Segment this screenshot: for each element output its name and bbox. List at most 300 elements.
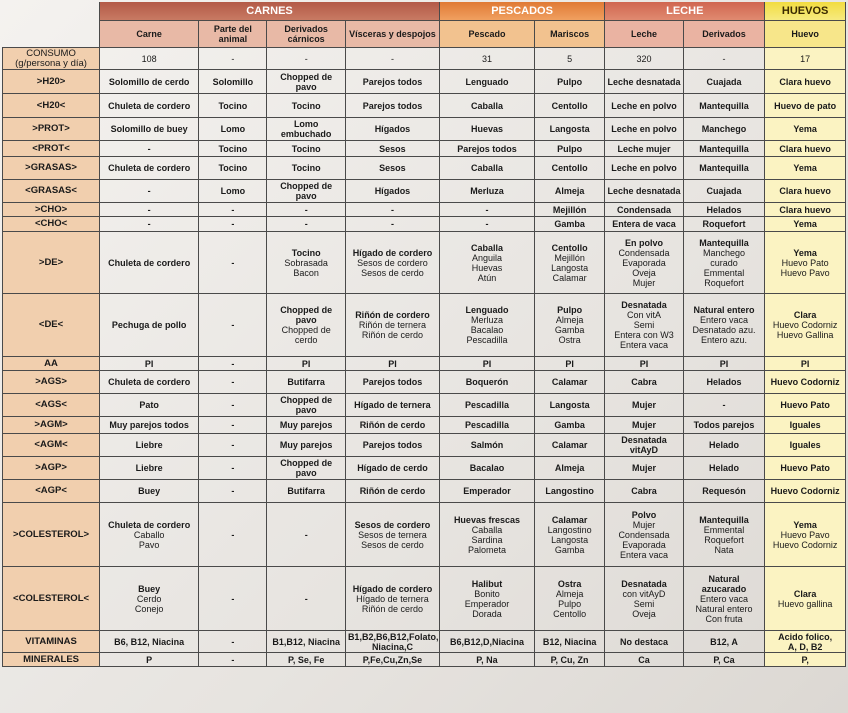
table-cell (683, 394, 765, 417)
table-row (3, 457, 846, 480)
table-cell (683, 480, 765, 503)
cell-line: Yema (793, 247, 817, 258)
cell-line: Muy parejos todos (109, 420, 189, 430)
table-cell (100, 94, 199, 118)
table-cell (199, 357, 267, 371)
cell-line: Oveja (632, 267, 656, 278)
cell-line: Acido folico, (778, 631, 833, 642)
cell-line: Entero vaca (700, 315, 749, 325)
cell-line: Sesos de cordero (354, 519, 431, 530)
cell-line: PI (800, 358, 810, 369)
table-cell (683, 457, 765, 480)
table-cell (683, 434, 765, 457)
cell-line: Mantequilla (699, 163, 749, 173)
cell-line: B12, A (710, 636, 738, 647)
table-cell (100, 434, 199, 457)
table-row (3, 118, 846, 141)
cell-line: Tocino (218, 100, 248, 111)
table-cell (345, 480, 439, 503)
cell-line: Anguila (471, 252, 502, 263)
cell-line: No destaca (619, 636, 668, 647)
table-cell (765, 217, 846, 232)
cell-line: Emmental (703, 267, 745, 278)
cell-line: Semi (633, 598, 655, 609)
cell-line: Langosta (549, 124, 590, 134)
cell-line: Natural entero (695, 603, 753, 614)
table-row (3, 70, 846, 94)
cell-line: Lomo embuchado (280, 119, 332, 139)
table-cell (267, 141, 346, 157)
cell-line: Lenguado (465, 76, 509, 87)
table-cell (683, 631, 765, 653)
cell-line: - (304, 529, 308, 540)
cell-line: - (231, 529, 235, 540)
cell-line: Mujer (631, 420, 656, 430)
row-header: >DE> (3, 232, 100, 294)
table-cell (199, 203, 267, 217)
cell-line: Chuleta de cordero (108, 377, 191, 387)
cell-line: Huevo Codorniz (772, 320, 838, 330)
cell-line: Conejo (134, 603, 164, 614)
cell-line: Almeja (554, 186, 585, 196)
table-cell (534, 141, 604, 157)
table-cell (534, 567, 604, 631)
table-cell (683, 180, 765, 203)
cell-line: 17 (800, 53, 811, 64)
cell-line: Parejos todos (362, 377, 423, 387)
table-cell (605, 94, 684, 118)
cell-line: Mejillón (552, 204, 587, 215)
table-cell (765, 357, 846, 371)
row-header: >AGM> (3, 417, 100, 434)
cell-line: Yema (793, 163, 817, 173)
table-cell (267, 48, 346, 70)
cell-line: Huevas (471, 262, 503, 273)
table-cell (100, 232, 199, 294)
cell-line: Chopped de cerdo (281, 325, 331, 345)
row-header: AA (3, 357, 100, 371)
table-cell (345, 203, 439, 217)
cell-line: - (231, 486, 235, 496)
table-cell (765, 48, 846, 70)
cell-line: Leche desnatada (607, 186, 681, 196)
table-cell (605, 417, 684, 434)
table-cell (199, 371, 267, 394)
cell-line: Palometa (467, 544, 506, 555)
table-cell (683, 157, 765, 180)
table-cell (100, 157, 199, 180)
group-header-row (3, 2, 846, 21)
table-cell (267, 480, 346, 503)
cell-line: Yema (793, 219, 817, 229)
cell-line: - (231, 636, 235, 647)
table-cell (765, 653, 846, 667)
cell-line: Halibut (471, 578, 503, 589)
cell-line: - (231, 257, 235, 268)
cell-line: Mantequilla (699, 237, 749, 248)
table-cell (605, 357, 684, 371)
cell-line: B1,B2,B6,B12,Folato, (347, 631, 439, 642)
table-cell (683, 371, 765, 394)
cell-line: Entero azu. (701, 335, 748, 345)
cell-line: Roquefort (704, 534, 744, 545)
table-cell (199, 118, 267, 141)
table-cell (534, 180, 604, 203)
cell-line: Riñón de cerdo (361, 603, 423, 614)
table-cell (100, 48, 199, 70)
cell-line: Dorada (472, 608, 502, 619)
cell-line: Chopped de pavo (280, 395, 333, 415)
cell-line: Almeja (555, 588, 584, 599)
table-cell (605, 653, 684, 667)
cell-line: Huevo Codorniz (770, 377, 840, 387)
table-cell (199, 417, 267, 434)
table-cell (199, 232, 267, 294)
cell-line: - (485, 204, 489, 215)
cell-line: Chuleta de cordero (108, 519, 191, 530)
table-cell (534, 157, 604, 180)
cell-line: Langosta (551, 534, 589, 545)
cell-line: Huevo Pato (781, 257, 829, 268)
cell-line: Riñón de ternera (358, 320, 426, 330)
cell-line: Parejos todos (457, 143, 517, 154)
cell-line: Huevo Codorniz (770, 486, 840, 496)
row-header: >AGP> (3, 457, 100, 480)
table-cell (267, 94, 346, 118)
table-cell (534, 503, 604, 567)
table-cell (534, 70, 604, 94)
cell-line: Chopped de pavo (280, 181, 333, 201)
table-cell (439, 357, 534, 371)
cell-line: - (231, 420, 235, 430)
cell-line: Chopped de pavo (280, 458, 333, 478)
table-cell (534, 118, 604, 141)
cell-line: PI (388, 358, 397, 369)
table-cell (439, 480, 534, 503)
cell-line: Solomillo de cerdo (108, 76, 190, 87)
table-cell (605, 232, 684, 294)
table-cell (345, 567, 439, 631)
cell-line: P, Na (476, 654, 498, 665)
cell-line: - (231, 377, 235, 387)
table-cell (534, 232, 604, 294)
table-cell (765, 157, 846, 180)
table-row (3, 357, 846, 371)
table-cell (267, 394, 346, 417)
cell-line: - (390, 53, 394, 64)
cell-line: Parejos todos (362, 440, 423, 450)
table-cell (199, 394, 267, 417)
cell-line: Centollo (553, 608, 587, 619)
cell-line: - (485, 219, 489, 229)
cell-line: B6,B12,D,Niacina (449, 636, 524, 647)
cell-line: Tocino (291, 163, 321, 173)
cell-line: Muy parejos (279, 420, 333, 430)
cell-line: Huevo Pato (780, 463, 830, 473)
cell-line: Cabra (631, 486, 657, 496)
table-cell (345, 180, 439, 203)
cell-line: Clara huevo (779, 76, 831, 87)
cell-line: Sesos de ternera (358, 529, 427, 540)
table-cell (605, 70, 684, 94)
cell-line: Clara huevo (779, 143, 831, 154)
subheader-leche: Leche (605, 21, 684, 48)
row-header: >GRASAS> (3, 157, 100, 180)
table-cell (100, 118, 199, 141)
cell-line: Huevo Gallina (776, 330, 834, 340)
table-cell (534, 434, 604, 457)
table-cell (199, 457, 267, 480)
cell-line: Chuleta de cordero (108, 163, 191, 173)
table-cell (100, 417, 199, 434)
cell-line: PI (639, 358, 649, 369)
table-row (3, 434, 846, 457)
table-cell (605, 480, 684, 503)
table-cell (605, 118, 684, 141)
cell-line: Sesos de cerdo (361, 267, 424, 278)
cell-line: Bacalao (469, 463, 505, 473)
cell-line: Natural azucarado (701, 573, 747, 594)
table-cell (534, 371, 604, 394)
row-header: <DE< (3, 294, 100, 357)
table-cell (605, 141, 684, 157)
table-cell (534, 357, 604, 371)
cell-line: Sesos (379, 143, 406, 154)
table-cell (605, 48, 684, 70)
table-cell (534, 417, 604, 434)
table-cell (345, 371, 439, 394)
cell-line: Roquefort (702, 219, 746, 229)
cell-line: Pulpo (557, 305, 583, 315)
table-corner (3, 2, 100, 21)
table-cell (345, 217, 439, 232)
cell-line: Gamba (554, 420, 585, 430)
cell-line: Entera de vaca (612, 219, 676, 229)
cell-line: Centollo (551, 100, 588, 111)
row-header: <AGP< (3, 480, 100, 503)
cell-line: Langosta (549, 400, 590, 410)
cell-line: - (304, 593, 308, 604)
cell-line: - (147, 204, 151, 215)
table-cell (199, 434, 267, 457)
table-cell (267, 157, 346, 180)
cell-line: Caballa (470, 163, 503, 173)
table-cell (267, 203, 346, 217)
cell-line: Desnatado azu. (692, 325, 756, 335)
table-cell (345, 357, 439, 371)
table-row (3, 141, 846, 157)
cell-line: Leche en polvo (611, 100, 677, 111)
cell-line: Hígado de cordero (352, 583, 433, 594)
table-row (3, 394, 846, 417)
table-row (3, 48, 846, 70)
table-cell (199, 567, 267, 631)
cell-line: - (147, 219, 151, 229)
subheader-derivados-lacteos: Derivados (683, 21, 765, 48)
cell-line: P,Fe,Cu,Zn,Se (362, 654, 423, 665)
cell-line: Huevas (470, 124, 503, 134)
cell-line: P, Ca (713, 654, 735, 665)
table-cell (439, 631, 534, 653)
cell-line: Ostra (558, 335, 581, 345)
cell-line: Huevo gallina (777, 598, 833, 609)
table-cell (439, 434, 534, 457)
cell-line: Clara huevo (779, 204, 831, 215)
cell-line: Con vitA (626, 310, 661, 320)
cell-line: Cerdo (136, 593, 162, 604)
table-row (3, 94, 846, 118)
table-cell (683, 141, 765, 157)
cell-line: P, Cu, Zn (550, 654, 589, 665)
table-cell (345, 141, 439, 157)
table-cell (534, 217, 604, 232)
cell-line: - (722, 400, 726, 410)
cell-line: Condensada (618, 529, 670, 540)
cell-line: Nata (714, 544, 734, 555)
cell-line: Tocino (291, 143, 321, 154)
cell-line: Emperador (463, 486, 511, 496)
cell-line: Leche desnatada (607, 76, 681, 87)
cell-line: Helado (709, 463, 740, 473)
cell-line: Solomillo de buey (110, 124, 188, 134)
cell-line: Huevo Pavo (780, 267, 830, 278)
table-cell (100, 653, 199, 667)
table-cell (439, 157, 534, 180)
cell-line: Desnatada (621, 300, 667, 310)
cell-line: Desnatada vitAyD (621, 435, 667, 455)
table-cell (345, 434, 439, 457)
cell-line: Caballa (470, 100, 503, 111)
table-cell (765, 503, 846, 567)
table-cell (683, 70, 765, 94)
table-cell (345, 417, 439, 434)
cell-line: Solomillo (212, 76, 254, 87)
table-cell (605, 457, 684, 480)
table-cell (439, 118, 534, 141)
table-cell (267, 180, 346, 203)
table-cell (683, 567, 765, 631)
table-cell (345, 48, 439, 70)
cell-line: Boquerón (465, 377, 509, 387)
table-cell (267, 232, 346, 294)
cell-line: Tocino (218, 163, 248, 173)
cell-line: Huevo Codorniz (772, 539, 838, 550)
table-cell (534, 457, 604, 480)
table-row (3, 417, 846, 434)
table-cell (267, 631, 346, 653)
cell-line: Merluza (470, 315, 503, 325)
table-cell (765, 567, 846, 631)
cell-line: Pescadilla (464, 420, 509, 430)
table-cell (199, 94, 267, 118)
row-header: <AGM< (3, 434, 100, 457)
cell-line: Lenguado (465, 305, 509, 315)
table-cell (100, 180, 199, 203)
table-row (3, 232, 846, 294)
cell-line: Merluza (470, 186, 504, 196)
cell-line: 31 (481, 53, 492, 64)
table-cell (439, 294, 534, 357)
table-cell (605, 434, 684, 457)
cell-line: Caballa (470, 242, 503, 253)
table-cell (100, 567, 199, 631)
table-cell (100, 203, 199, 217)
table-cell (534, 394, 604, 417)
cell-line: Gamba (554, 544, 585, 555)
table-cell (765, 232, 846, 294)
table-cell (605, 157, 684, 180)
table-cell (267, 294, 346, 357)
table-cell (683, 48, 765, 70)
cell-line: - (231, 654, 235, 665)
cell-line: Huevo de pato (774, 100, 837, 111)
cell-line: - (231, 204, 235, 215)
cell-line: PI (482, 358, 492, 369)
cell-line: Evaporada (622, 257, 666, 268)
cell-line: Huevas frescas (453, 514, 520, 525)
table-cell (605, 503, 684, 567)
cell-line: P (146, 654, 153, 665)
table-cell (605, 294, 684, 357)
cell-line: Bonito (474, 588, 500, 599)
row-header: >PROT> (3, 118, 100, 141)
table-row (3, 294, 846, 357)
cell-line: Mujer (631, 463, 656, 473)
table-cell (100, 357, 199, 371)
table-cell (534, 631, 604, 653)
table-row (3, 480, 846, 503)
cell-line: Chuleta de cordero (108, 257, 191, 268)
table-cell (267, 118, 346, 141)
cell-line: Liebre (135, 463, 163, 473)
cell-line: Calamar (552, 272, 587, 283)
cell-line: Pulpo (557, 143, 583, 154)
cell-line: Centollo (551, 163, 588, 173)
cell-line: Lomo (220, 186, 246, 196)
subheader-huevo: Huevo (765, 21, 846, 48)
cell-line: Roquefort (704, 277, 744, 288)
table-cell (683, 357, 765, 371)
table-cell (765, 631, 846, 653)
cell-line: - (231, 593, 235, 604)
cell-line: Yema (793, 124, 817, 134)
table-row (3, 567, 846, 631)
table-cell (534, 94, 604, 118)
cell-line: Pulpo (557, 76, 583, 87)
cell-line: Entera vaca (619, 340, 668, 350)
cell-line: PI (144, 358, 154, 369)
table-row (3, 503, 846, 567)
table-cell (345, 503, 439, 567)
cell-line: Hígados (374, 186, 411, 196)
cell-line: Centollo (551, 242, 588, 253)
table-cell (267, 371, 346, 394)
table-cell (100, 631, 199, 653)
cell-line: Buey (138, 583, 161, 594)
table-cell (345, 94, 439, 118)
table-cell (199, 217, 267, 232)
cell-line: Hígados (374, 124, 411, 134)
table-cell (345, 157, 439, 180)
cell-line: - (304, 219, 308, 229)
table-cell (199, 157, 267, 180)
cell-line: Langosta (551, 262, 589, 273)
cell-line: Iguales (789, 420, 821, 430)
cell-line: Almeja (555, 315, 584, 325)
cell-line: Chopped de pavo (280, 71, 333, 92)
group-header-carnes: CARNES (100, 2, 440, 21)
cell-line: B12, Niacina (542, 636, 597, 647)
